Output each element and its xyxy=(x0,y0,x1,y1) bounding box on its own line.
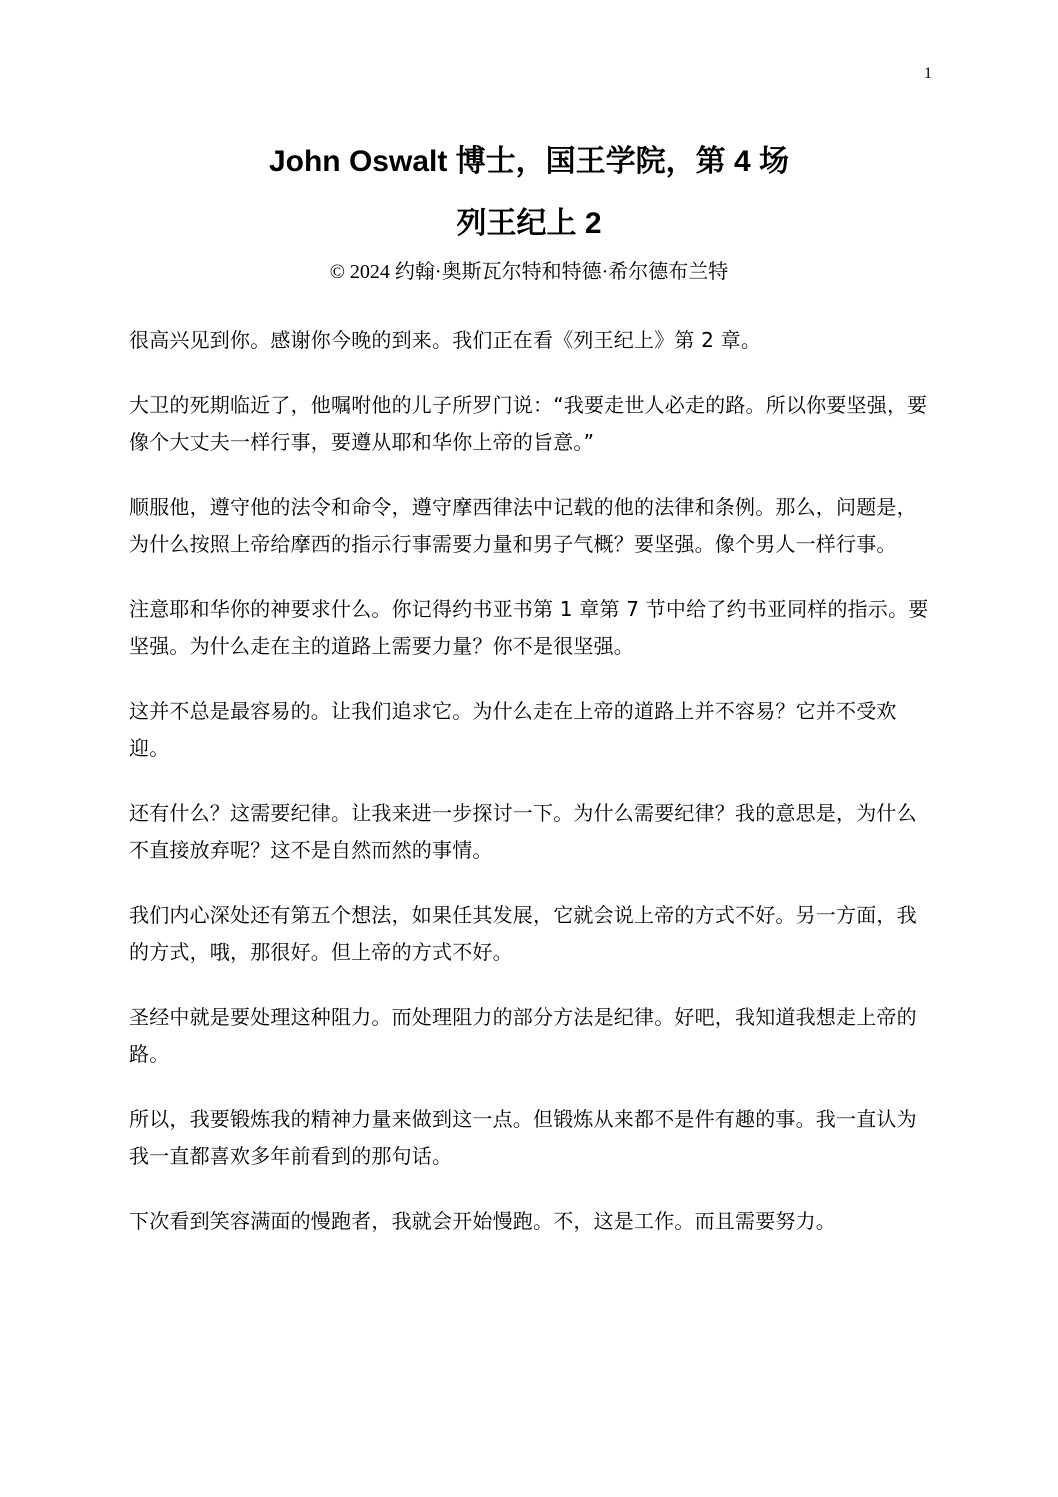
page-number: 1 xyxy=(924,65,932,82)
paragraph: 这并不总是最容易的。让我们追求它。为什么走在上帝的道路上并不容易？它并不受欢迎。 xyxy=(129,699,897,760)
paragraph: 注意耶和华你的神要求什么。你记得约书亚书第 1 章第 7 节中给了约书亚同样的指示。要坚强。为什么走在主的道路上需要力量？你不是很坚强。 xyxy=(129,597,929,658)
paragraph: 我们内心深处还有第五个想法，如果任其发展，它就会说上帝的方式不好。另一方面，我的方式，哦，那很好。但上帝的方式不好。 xyxy=(129,903,917,964)
paragraph: 圣经中就是要处理这种阻力。而处理阻力的部分方法是纪律。好吧，我知道我想走上帝的路。 xyxy=(129,1005,917,1066)
document-title: John Oswalt 博士，国王学院，第 4 场 xyxy=(268,145,790,178)
copyright-line: © 2024 约翰·奥斯瓦尔特和特德·希尔德布兰特 xyxy=(329,261,729,283)
paragraph: 很高兴见到你。感谢你今晚的到来。我们正在看《列王纪上》第 2 章。 xyxy=(129,328,762,352)
paragraph: 大卫的死期临近了，他嘱咐他的儿子所罗门说：“我要走世人必走的路。所以你要坚强，要像个大丈夫一样行事，要遵从耶和华你上帝的旨意。” xyxy=(129,393,928,454)
document-body xyxy=(129,322,929,1268)
document-subtitle: 列王纪上 2 xyxy=(456,207,602,240)
paragraph: 所以，我要锻炼我的精神力量来做到这一点。但锻炼从来都不是件有趣的事。我一直认为我一直都喜欢多年前看到的那句话。 xyxy=(129,1107,917,1168)
paragraph: 还有什么？这需要纪律。让我来进一步探讨一下。为什么需要纪律？我的意思是，为什么不直接放弃呢？这不是自然而然的事情。 xyxy=(129,801,917,862)
paragraph: 顺服他，遵守他的法令和命令，遵守摩西律法中记载的他的法律和条例。那么，问题是，为什么按照上帝给摩西的指示行事需要力量和男子气概？要坚强。像个男人一样行事。 xyxy=(129,495,917,556)
paragraph: 下次看到笑容满面的慢跑者，我就会开始慢跑。不，这是工作。而且需要努力。 xyxy=(129,1209,836,1233)
